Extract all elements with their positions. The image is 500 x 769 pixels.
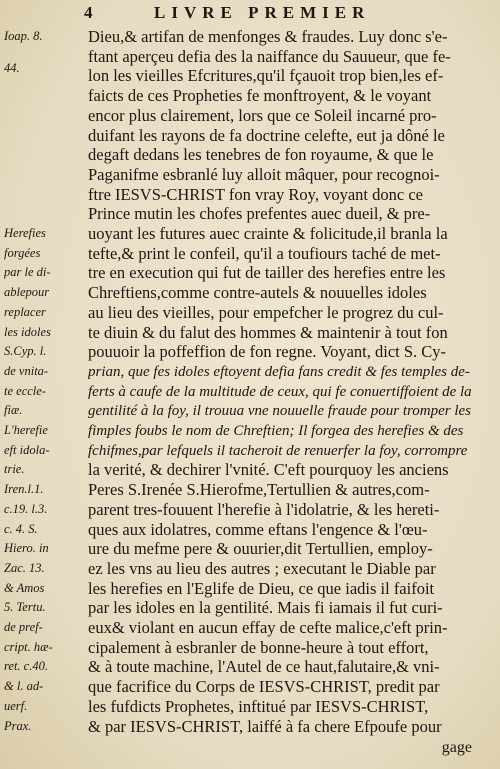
margin-note: ablepour [4,285,50,300]
margin-note: cript. hæ- [4,639,53,654]
margin-note: de pref- [4,620,43,634]
text-line: cipalement à esbranler de bonne-heure à tout effort, [88,637,429,657]
margin-note: replacer [4,304,46,319]
text-line: fimples foubs le nom de Chreftien; Il forgea des herefies & des [88,423,464,439]
text-line: pouuoir la poffeffion de fon regne. Voyant, dict S. Cy- [88,342,447,362]
text-line: encor plus clairement, lors que ce Soleil incarné pro- [88,105,437,125]
text-line: les fufdicts Prophetes, inftitué par IESVS-CHRIST, [88,696,429,716]
margin-note: Hiero. in [4,541,49,556]
text-line: uoyant les futures auec crainte & folicitude,il branla la [88,224,448,243]
text-line: la verité, & dechirer l'vnité. C'eft pourquoy les anciens [88,460,449,480]
text-line: degaft dedans les tenebres de fon royaume, & que le [88,145,434,165]
text-line: & à toute machine, l'Autel de ce haut,falutaire,& vni- [88,657,440,677]
text-line: fchifmes,par lefquels il tacheroit de renuerfer la foy, corrompre [88,442,468,459]
text-line: ez les vns au lieu des autres ; executant le Diable par [88,558,436,578]
text-line: duifant les rayons de fa doctrine celefte, eut ja dôné le [88,125,445,145]
margin-note: c. 4. S. [4,521,38,536]
text-line: Paganifme esbranlé luy alloit mâquer, pour recognoi- [88,164,440,184]
margin-note: 5. Tertu. [4,600,46,615]
margin-note: Herefies [4,226,46,240]
margin-note: Iren.l.1. [4,482,44,497]
text-line: ftre IESVS-CHRIST fon vray Roy, voyant donc ce [88,184,423,204]
margin-note: ret. c.40. [4,659,48,674]
text-line: tefte,& print le confeil, qu'il a toufiours taché de met- [88,243,441,263]
text-line: prian, que fes idoles eftoyent defia fans credit & fes temples de- [88,363,470,380]
text-line: que facrifice du Corps de IESVS-CHRIST, predit par [88,677,440,697]
running-head: LIVRE PREMIER [154,3,371,22]
text-line: par les idoles en la gentilité. Mais fi iamais il fut curi- [88,598,443,618]
text-line: Dieu,& artifan de menfonges & fraudes. Luy donc s'e- [88,27,448,46]
margin-note: te eccle- [4,383,46,398]
margin-note: par le di- [4,265,51,280]
margin-note: trie. [4,462,25,477]
text-line: ure du mefme pere & ouurier,dit Tertullien, employ- [88,539,433,559]
text-line: tre en execution qui fut de tailler des herefies entre les [88,263,446,283]
margin-note: Prax. [4,718,32,733]
text-line: les herefies en l'Eglife de Dieu, ce que iadis il faifoit [88,578,435,598]
text-line: ques aux idolatres, comme eftans l'engence & l'œu- [88,519,428,539]
margin-note: S.Cyp. l. [4,344,47,359]
margin-note: Ioap. 8. [4,29,43,43]
text-line: faicts de ces Propheties fe monftroyent, & le voyant [88,86,432,106]
text-line: ftant aperçeu defia des la naiffance du Sauueur, que fe- [88,46,451,66]
margin-note: forgées [4,245,41,260]
text-line: gentilité à la foy, il trouua vne nouuelle fraude pour tromper les [88,403,472,420]
text-line: & par IESVS-CHRIST, laiffé à fa chere Efpoufe pour [88,716,442,736]
margin-note: c.19. l.3. [4,501,48,516]
text-line: eux& violant en aucun effay de cefte malice,c'eft prin- [88,618,448,637]
text-line: Prince mutin les chofes prefentes auec dueil, & pre- [88,204,431,224]
text-line: ferts à caufe de la multitude de ceux, qui fe conuertiffoient de la [88,383,472,400]
text-line: te diuin & du falut des hommes & maintenir à tout fon [88,322,448,342]
margin-note: Zac. 13. [4,560,45,575]
margin-note: eft idola- [4,442,50,457]
text-line: au lieu des vieilles, pour empefcher le progrez du cul- [88,302,444,322]
margin-note: & Amos [4,580,45,595]
text-line: Chreftiens,comme contre-autels & nouuelles idoles [88,283,427,303]
catchword: gage [441,739,472,756]
margin-note: 44. [4,60,20,75]
text-line: Peres S.Irenée S.Hierofme,Tertullien & autres,com- [88,480,430,500]
text-line: lon les vieilles Efcritures,qu'il fçauoit trop bien,les ef- [88,66,444,86]
margin-note: uerf. [4,698,28,713]
margin-note: les idoles [4,324,51,339]
page-header [84,3,480,25]
text-line: parent tres-fouuent l'herefie à l'idolatrie, & les hereti- [88,499,440,519]
margin-note: & l. ad- [4,679,44,694]
page-number: 4 [84,3,97,22]
margin-note: fiæ. [4,403,23,418]
margin-note: de vnita- [4,363,49,378]
margin-note: L'herefie [4,423,48,437]
